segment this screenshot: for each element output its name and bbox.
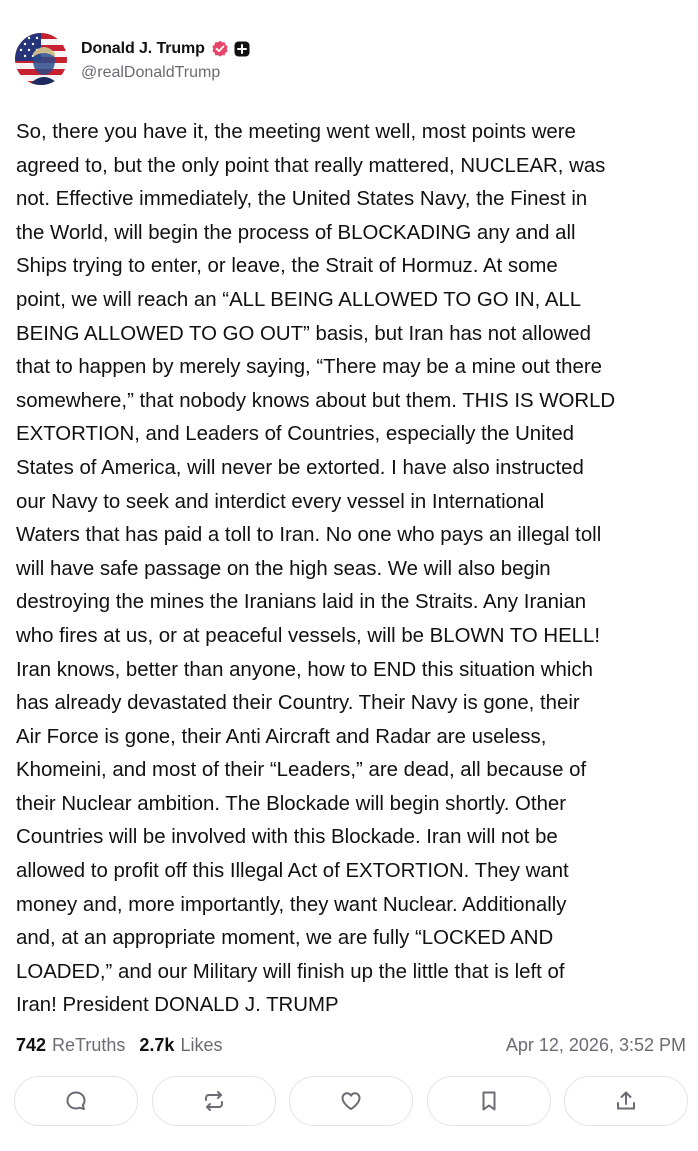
plus-badge-icon: [234, 41, 250, 57]
post-stats: [16, 1033, 686, 1057]
retruths-stat[interactable]: [16, 1035, 125, 1056]
share-button[interactable]: [564, 1076, 688, 1126]
display-name[interactable]: Donald J. Trump: [81, 39, 205, 57]
retruths-count: 742: [16, 1034, 47, 1055]
bookmark-icon: [477, 1089, 501, 1113]
retruth-button[interactable]: [152, 1076, 276, 1126]
timestamp[interactable]: Apr 12, 2026, 3:52 PM: [505, 1034, 686, 1055]
likes-stat[interactable]: [139, 1035, 222, 1056]
heart-icon: [339, 1089, 363, 1113]
post-header: [15, 33, 250, 85]
name-row: [81, 37, 250, 61]
author-names: [81, 37, 250, 82]
bookmark-button[interactable]: [427, 1076, 551, 1126]
reply-icon: [64, 1089, 88, 1113]
reply-button[interactable]: [14, 1076, 138, 1126]
retruth-icon: [202, 1089, 226, 1113]
like-button[interactable]: [289, 1076, 413, 1126]
likes-label: Likes: [180, 1034, 223, 1055]
handle[interactable]: @realDonaldTrump: [81, 63, 221, 81]
post-text: So, there you have it, the meeting went well, most points were agreed to, but the only point that really mattered, NUCLEAR, was not. Effective immediately, the United States Navy, the Finest in the World, will begin the process of BLOCKADING any and all Ships trying to enter, or leave, the Strait of Hormuz. At some point, we will reach an “ALL BEING ALLOWED TO GO IN, ALL BEING ALLOWED TO GO OUT” basis, but Iran has not allowed that to happen by merely saying, “There may be a mine out there somewhere,” that nobody knows about but them. THIS IS WORLD EXTORTION, and Leaders of Countries, especially the United States of America, will never be extorted. I have also instructed our Navy to seek and interdict every vessel in International Waters that has paid a toll to Iran. No one who pays an illegal toll will have safe passage on the high seas. We will also begin destroying the mines the Iranians laid in the Straits. Any Iranian who fires at us, or at peaceful vessels, will be BLOWN TO HELL! Iran knows, better than anyone, how to END this situation which has already devastated their Country. Their Navy is gone, their Air Force is gone, their Anti Aircraft and Radar are useless, Khomeini, and most of their “Leaders,” are dead, all because of their Nuclear ambition. The Blockade will begin shortly. Other Countries will be involved with this Blockade. Iran will not be allowed to profit off this Illegal Act of EXTORTION. They want money and, more importantly, they want Nuclear. Additionally and, at an appropriate moment, we are fully “LOCKED AND LOADED,” and our Military will finish up the little that is left of Iran! President DONALD J. TRUMP: [16, 121, 616, 1017]
verified-badge-icon: [211, 40, 229, 58]
retruths-label: ReTruths: [52, 1034, 126, 1055]
action-bar: [14, 1076, 688, 1128]
likes-count: 2.7k: [139, 1034, 175, 1055]
avatar[interactable]: [15, 33, 67, 85]
share-icon: [614, 1089, 638, 1113]
